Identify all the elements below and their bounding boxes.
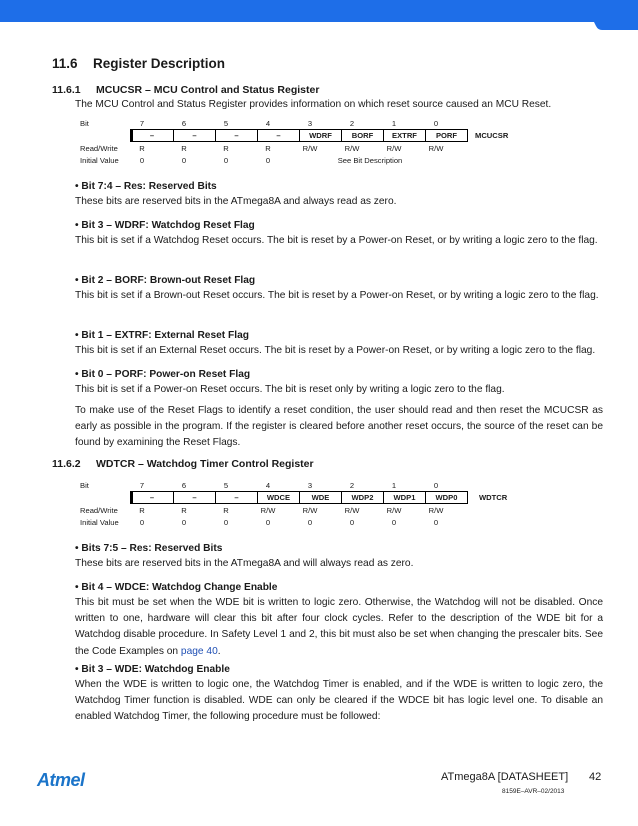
register-name: WDTCR [479, 493, 508, 502]
initial-value-note: See Bit Description [337, 156, 403, 165]
bit-number: 3 [307, 481, 313, 490]
initial-value: 0 [433, 518, 439, 527]
bit-number: 5 [223, 481, 229, 490]
initial-value: 0 [139, 518, 145, 527]
mcucsr-number: 11.6.1 [52, 84, 81, 96]
initial-value: 0 [265, 156, 271, 165]
register-name: MCUCSR [475, 131, 509, 140]
wdtcr-number: 11.6.2 [52, 458, 81, 470]
bit-name: WDP2 [341, 492, 383, 503]
read-write-value: R/W [344, 506, 360, 515]
bit-number: 1 [391, 119, 397, 128]
bit-name-cells [130, 491, 468, 504]
bit-description: These bits are reserved bits in the ATmega8A and always read as zero. [75, 196, 397, 207]
bit-heading: • Bit 3 – WDRF: Watchdog Reset Flag [75, 220, 255, 231]
bit-description: This bit is set if an External Reset occurs. The bit is reset by a Power-on Reset, or by writing a logic zero to the flag. [75, 345, 596, 356]
bit-number: 7 [139, 481, 145, 490]
read-write-value: R/W [386, 506, 402, 515]
bit-description: These bits are reserved bits in the ATmega8A and will always read as zero. [75, 558, 414, 569]
bit-number: 4 [265, 481, 271, 490]
bit-number: 1 [391, 481, 397, 490]
read-write-value: R/W [428, 144, 444, 153]
bit-description: This bit is set if a Watchdog Reset occurs. The bit is reset by a Power-on Reset, or by writing a logic zero to the flag. [75, 235, 598, 246]
section-heading [52, 56, 225, 71]
bit-number: 6 [181, 119, 187, 128]
read-write-value: R [181, 144, 187, 153]
bit-name: – [215, 130, 257, 141]
read-write-value: R [223, 144, 229, 153]
bit-name: – [149, 131, 155, 140]
reset-flags-paragraph: To make use of the Reset Flags to identify a reset condition, the user should read and then reset the MCUCSR as early as possible in the program. If the register is cleared before another reset occurs, the source of the reset can be found by examining the Reset Flags. [75, 405, 603, 449]
initial-value-label: Initial Value [80, 518, 119, 527]
read-write-value: R [139, 506, 145, 515]
read-write-value: R [139, 144, 145, 153]
mcucsr-intro: The MCU Control and Status Register provides information on which reset source caused an MCU Reset. [75, 99, 552, 110]
bit-heading: • Bit 3 – WDE: Watchdog Enable [75, 664, 230, 675]
bit-number: 5 [223, 119, 229, 128]
bit-name: BORF [341, 130, 383, 141]
read-write-label: Read/Write [80, 144, 118, 153]
initial-value-label: Initial Value [80, 156, 119, 165]
mcucsr-heading [52, 84, 319, 96]
section-number: 11.6 [52, 56, 78, 71]
wdce-text: This bit must be set when the WDE bit is written to logic zero. Otherwise, the Watchdog will not be disabled. Once written to one, hardware will clear this bit after four clock cycles. Refer to the description of the WDE bit for a Watchdog disable procedure. In Safety Level 1 and 2, this bit must also be set when changing the prescaler bits. See the Code Examples on [75, 597, 603, 657]
wdtcr-heading [52, 458, 314, 470]
bit-label: Bit [80, 481, 89, 490]
bit-label: Bit [80, 119, 89, 128]
read-write-value: R/W [260, 506, 276, 515]
initial-value: 0 [349, 518, 355, 527]
bit-name: WDRF [299, 130, 341, 141]
bit-number: 0 [433, 481, 439, 490]
bit-name: PORF [425, 130, 467, 141]
document-code: 8159E–AVR–02/2013 [502, 788, 565, 795]
read-write-value: R/W [302, 144, 318, 153]
initial-value: 0 [391, 518, 397, 527]
read-write-value: R/W [386, 144, 402, 153]
bit-name: EXTRF [383, 130, 425, 141]
bit-name: – [173, 492, 215, 503]
bit-heading: • Bit 7:4 – Res: Reserved Bits [75, 181, 217, 192]
read-write-value: R/W [428, 506, 444, 515]
bit-name: WDE [299, 492, 341, 503]
bit-number: 2 [349, 481, 355, 490]
initial-value: 0 [223, 518, 229, 527]
read-write-value: R [265, 144, 271, 153]
mcucsr-title: MCUCSR – MCU Control and Status Register [96, 84, 320, 96]
bit-number: 0 [433, 119, 439, 128]
page-40-link[interactable]: page 40 [180, 645, 218, 657]
bit-name: WDP0 [425, 492, 467, 503]
read-write-value: R [223, 506, 229, 515]
bit-heading: • Bit 0 – PORF: Power-on Reset Flag [75, 369, 251, 380]
read-write-value: R/W [344, 144, 360, 153]
initial-value: 0 [181, 518, 187, 527]
bit-description [75, 595, 603, 660]
bit-number: 7 [139, 119, 145, 128]
initial-value: 0 [265, 518, 271, 527]
atmel-logo: Atmel [37, 770, 85, 790]
bit-name: – [149, 493, 155, 502]
read-write-value: R [181, 506, 187, 515]
bit-number: 2 [349, 119, 355, 128]
initial-value: 0 [223, 156, 229, 165]
bit-description: This bit is set if a Power-on Reset occurs. The bit is reset only by writing a logic zero to the flag. [75, 384, 505, 395]
bit-name: – [215, 492, 257, 503]
bit-heading: • Bits 7:5 – Res: Reserved Bits [75, 543, 223, 554]
bit-number: 4 [265, 119, 271, 128]
document-title: ATmega8A [DATASHEET] [441, 771, 569, 783]
bit-number: 3 [307, 119, 313, 128]
bit-name: – [257, 130, 299, 141]
bit-description: This bit is set if a Brown-out Reset occurs. The bit is reset by a Power-on Reset, or by writing a logic zero to the flag. [75, 290, 599, 301]
bit-heading: • Bit 4 – WDCE: Watchdog Change Enable [75, 582, 278, 593]
bit-description: When the WDE is written to logic one, the Watchdog Timer is enabled, and if the WDE is written to logic zero, the Watchdog Timer function is disabled. WDE can only be cleared if the WDCE bit has logic level one. To disable an enabled Watchdog Timer, the following procedure must be followed: [75, 679, 603, 723]
read-write-value: R/W [302, 506, 318, 515]
bit-heading: • Bit 2 – BORF: Brown-out Reset Flag [75, 275, 256, 286]
initial-value: 0 [181, 156, 187, 165]
bit-name-cells [130, 129, 468, 142]
bit-name: WDP1 [383, 492, 425, 503]
header-band [0, 0, 638, 31]
bit-heading: • Bit 1 – EXTRF: External Reset Flag [75, 330, 249, 341]
read-write-label: Read/Write [80, 506, 118, 515]
bit-name: WDCE [257, 492, 299, 503]
initial-value: 0 [139, 156, 145, 165]
initial-value: 0 [307, 518, 313, 527]
page-number: 42 [589, 771, 602, 783]
header-band-shape [0, 0, 638, 31]
section-title: Register Description [93, 56, 226, 71]
bit-name: – [173, 130, 215, 141]
wdce-text-end: . [217, 645, 221, 657]
bit-number: 6 [181, 481, 187, 490]
wdtcr-title: WDTCR – Watchdog Timer Control Register [96, 458, 314, 470]
